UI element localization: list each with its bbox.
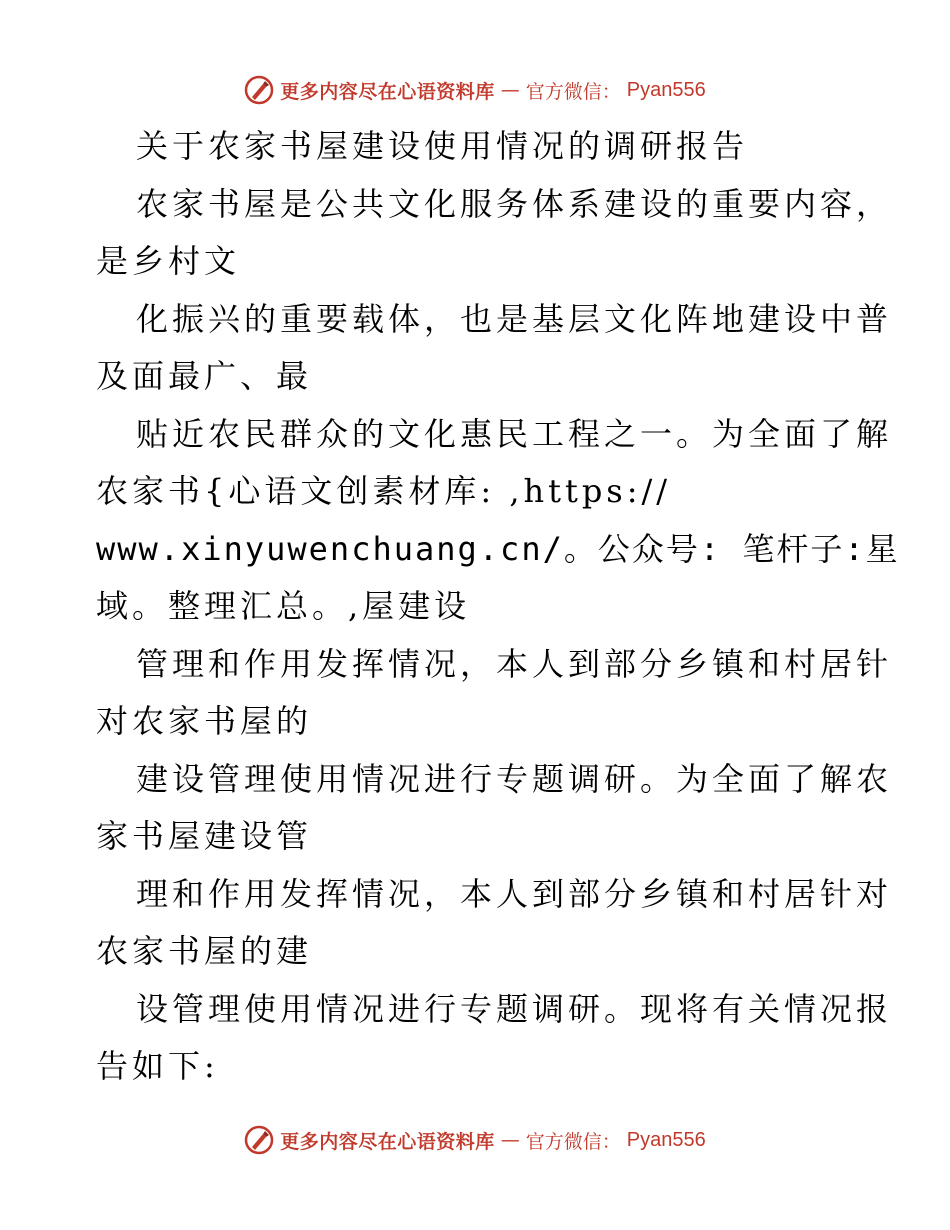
pen-logo-icon xyxy=(244,75,274,105)
document-line: 设管理使用情况进行专题调研。现将有关情况报 xyxy=(136,989,893,1028)
document-line: 管理和作用发挥情况，本人到部分乡镇和村居针 xyxy=(136,644,893,683)
banner-site-text: 更多内容尽在心语资料库 xyxy=(280,1130,495,1153)
document-line: 对农家书屋的 xyxy=(96,702,313,740)
document-line: 农家书{心语文创素材库: ,https:// xyxy=(96,472,672,510)
document-line: 及面最广、最 xyxy=(96,357,313,395)
header-banner xyxy=(0,72,950,108)
document-line: 贴近农民群众的文化惠民工程之一。为全面了解 xyxy=(136,414,893,453)
document-line: 化振兴的重要载体，也是基层文化阵地建设中普 xyxy=(136,299,893,338)
banner-separator: — xyxy=(500,79,520,101)
banner-separator: — xyxy=(500,1129,520,1151)
document-line: 理和作用发挥情况，本人到部分乡镇和村居针对 xyxy=(136,874,893,913)
document-line: 家书屋建设管 xyxy=(96,817,313,855)
document-line: 域。整理汇总。,屋建设 xyxy=(96,587,471,625)
document-line: 告如下: xyxy=(96,1047,219,1085)
document-line: 农家书屋是公共文化服务体系建设的重要内容， xyxy=(136,184,893,223)
document-line: 农家书屋的建 xyxy=(96,932,313,970)
footer-banner xyxy=(0,1122,950,1158)
document-line-url: www.xinyuwenchuang.cn/。公众号: 笔杆子:星 xyxy=(96,529,900,568)
document-line: 是乡村文 xyxy=(96,242,241,280)
banner-wechat-handle: Pyan556 xyxy=(626,1128,706,1151)
document-body xyxy=(96,118,900,1096)
banner-wechat-handle: Pyan556 xyxy=(626,78,706,101)
document-line: 关于农家书屋建设使用情况的调研报告 xyxy=(136,127,749,165)
banner-wechat-label: 官方微信： xyxy=(525,1130,621,1153)
banner-site-text: 更多内容尽在心语资料库 xyxy=(280,80,495,103)
document-line: 建设管理使用情况进行专题调研。为全面了解农 xyxy=(136,759,893,798)
banner-wechat-label: 官方微信： xyxy=(525,80,621,103)
pen-logo-icon xyxy=(244,1125,274,1155)
